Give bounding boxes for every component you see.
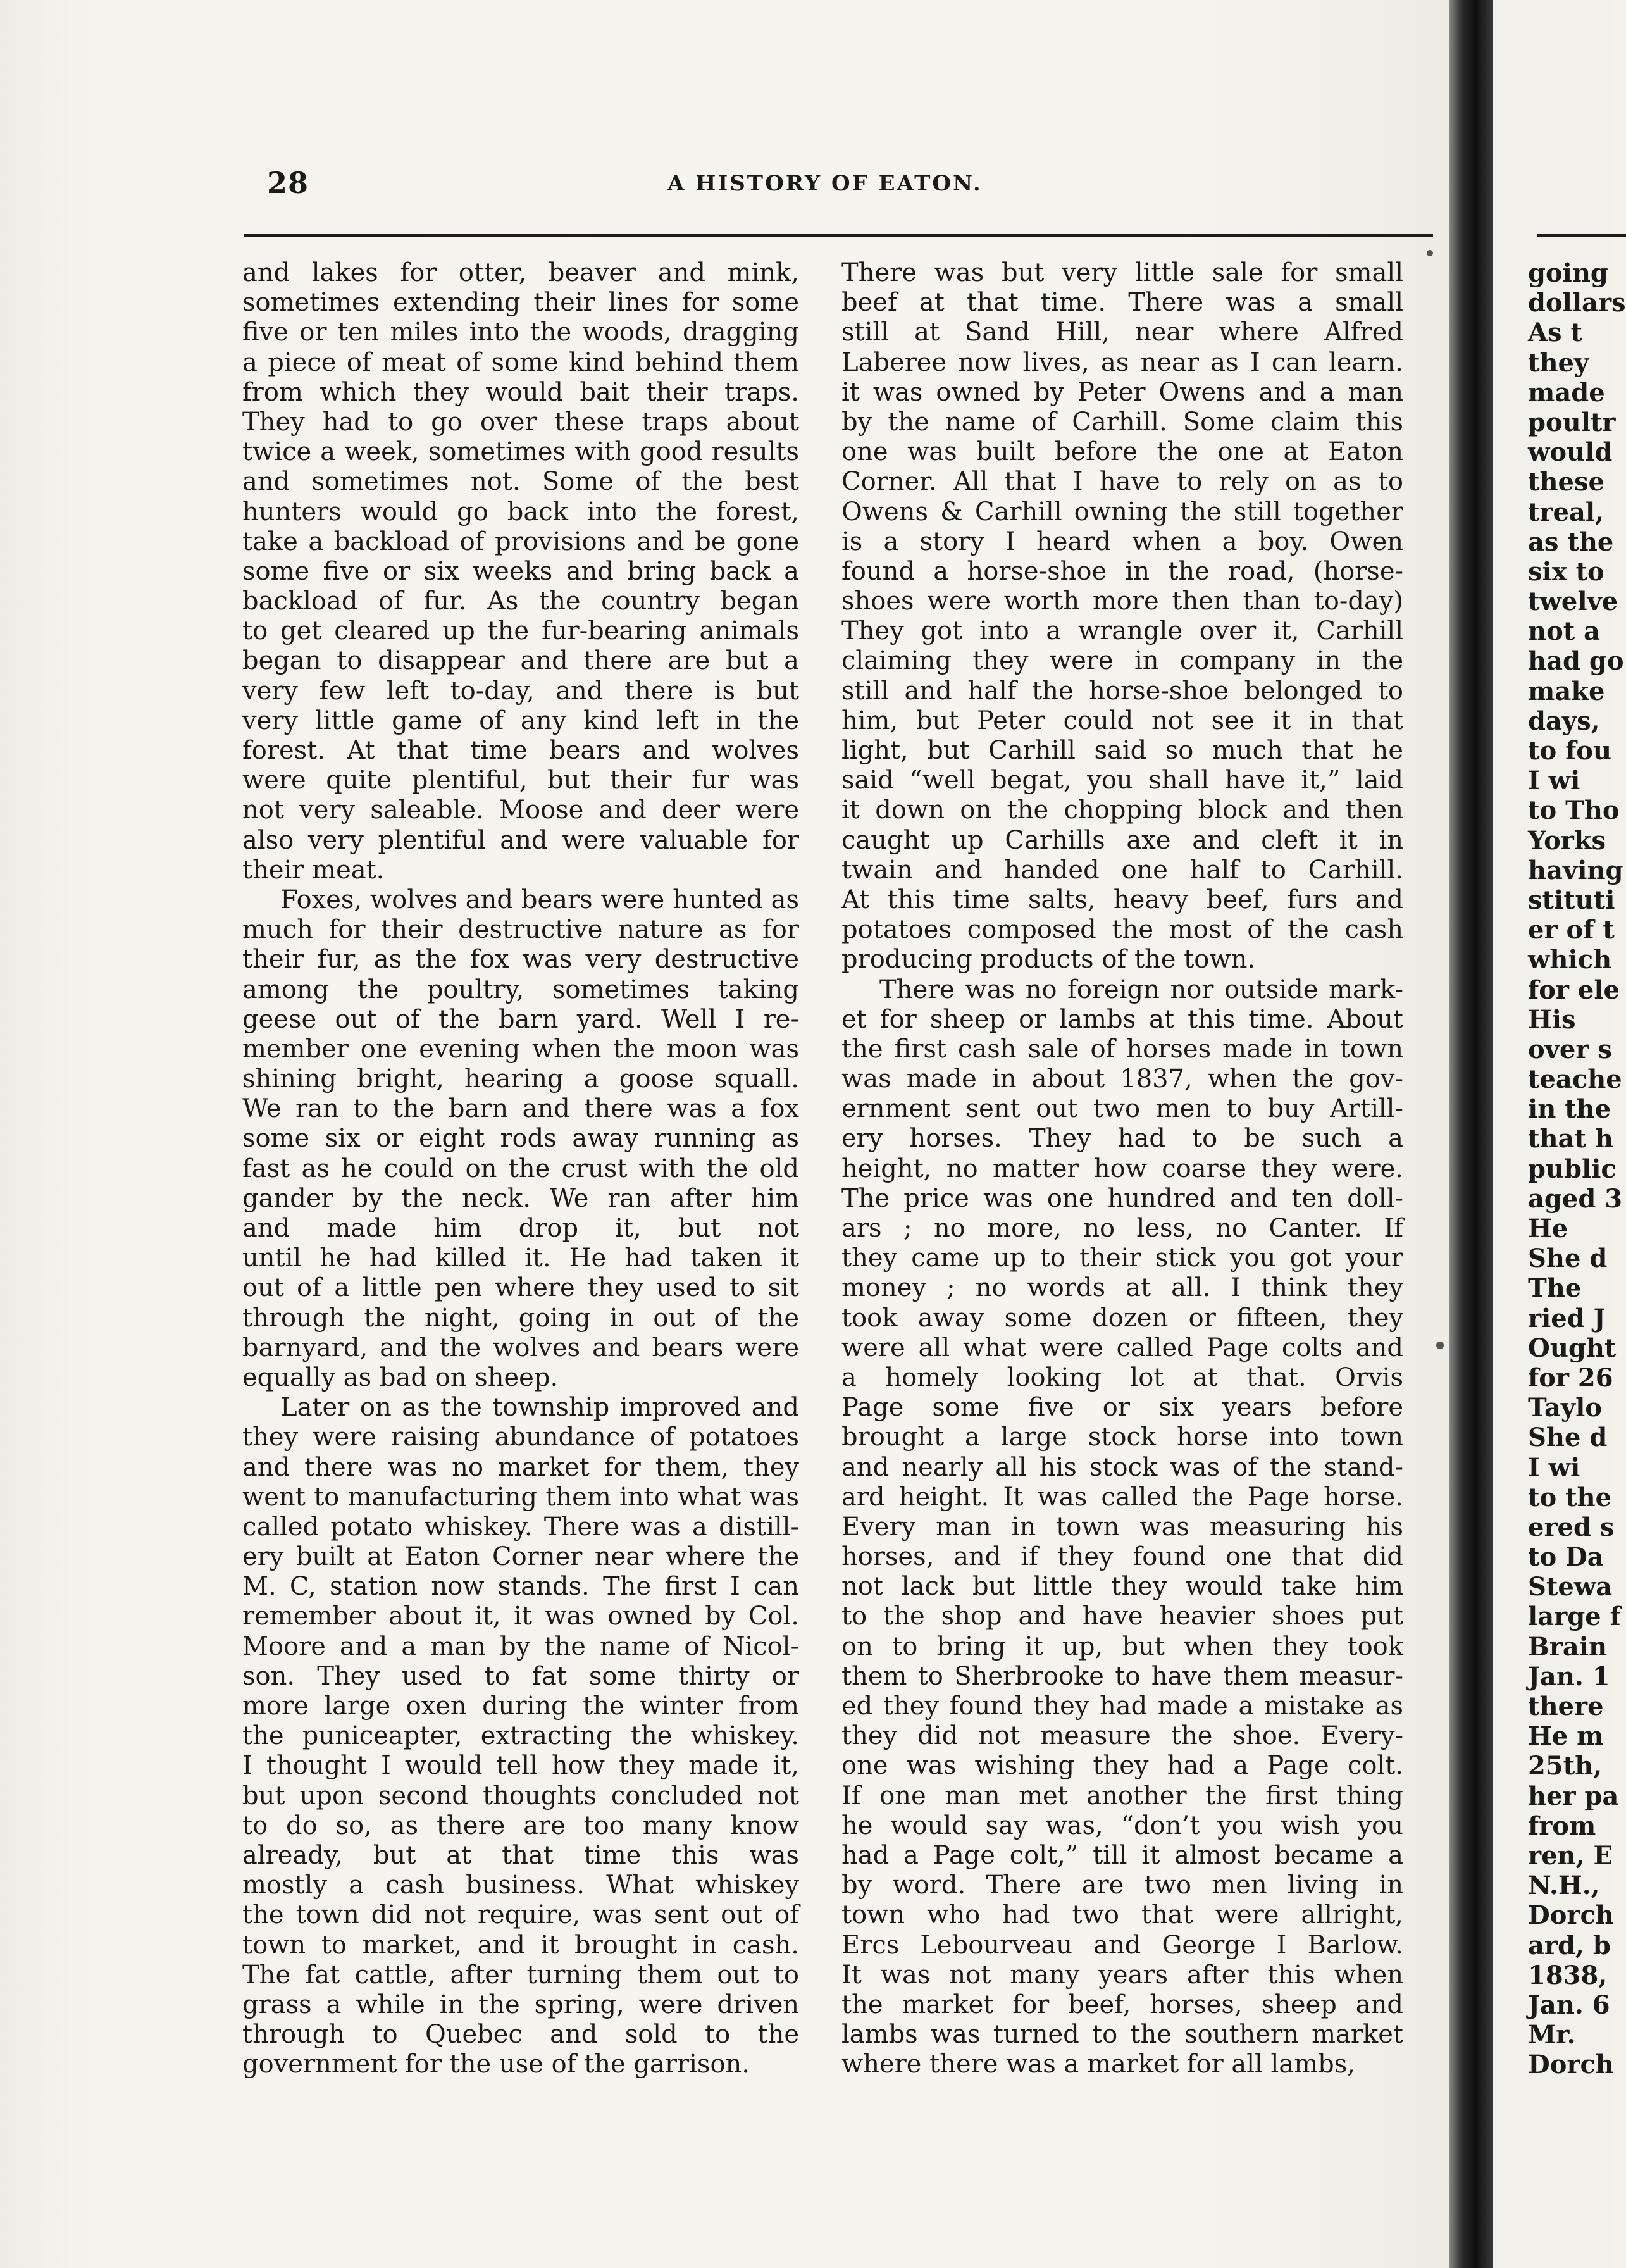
text-line: began to disappear and there are but a: [242, 646, 799, 676]
fragment-line: Stewa: [1528, 1572, 1613, 1602]
text-line: to the shop and have heavier shoes put: [841, 1602, 1403, 1631]
text-line: through the night, going in out of the: [242, 1303, 799, 1333]
fragment-line: large f: [1528, 1602, 1621, 1632]
fragment-line: treal,: [1528, 497, 1604, 527]
fragment-line: twelve: [1528, 587, 1618, 617]
text-line: brought a large stock horse into town: [841, 1423, 1403, 1452]
text-line: horses, and if they found one that did: [841, 1542, 1403, 1572]
fragment-line: from: [1528, 1810, 1596, 1841]
book-gutter: [1449, 0, 1493, 2268]
fragment-line: poultr: [1528, 407, 1616, 437]
text-line: a homely looking lot at that. Orvis: [841, 1362, 1403, 1392]
text-line: potatoes composed the most of the cash: [841, 915, 1403, 945]
text-line: were all what were called Page colts and: [841, 1333, 1403, 1362]
fragment-line: make: [1528, 676, 1605, 706]
text-line: ars ; no more, no less, no Canter. If: [841, 1214, 1403, 1243]
text-line: I thought I would tell how they made it,: [242, 1751, 799, 1781]
text-line: among the poultry, sometimes taking: [242, 975, 799, 1004]
text-line: mostly a cash business. What whiskey: [242, 1871, 799, 1900]
text-line: out of a little pen where they used to sit: [242, 1273, 799, 1303]
text-line: light, but Carhill said so much that he: [841, 736, 1403, 765]
text-line: There was no foreign nor outside mark-: [879, 975, 1403, 1004]
text-line: shoes were worth more then than to-day): [841, 587, 1403, 616]
text-line: M. C, station now stands. The first I can: [242, 1572, 799, 1602]
text-line: found a horse-shoe in the road, (horse-: [841, 556, 1403, 586]
text-line: shining bright, hearing a goose squall.: [242, 1064, 799, 1094]
text-line: Laberee now lives, as near as I can learn.: [841, 347, 1403, 377]
fragment-line: going: [1528, 258, 1608, 288]
text-line: the puniceapter, extracting the whiskey.: [242, 1721, 799, 1751]
fragment-line: in the: [1528, 1094, 1611, 1125]
text-line: very little game of any kind left in the: [242, 706, 799, 735]
text-line: Ercs Lebourveau and George I Barlow.: [841, 1930, 1403, 1960]
text-line: caught up Carhills axe and cleft it in: [841, 825, 1403, 855]
text-line: grass a while in the spring, were driven: [242, 1990, 799, 2019]
fragment-line: ard, b: [1528, 1930, 1611, 1960]
text-line: not lack but little they would take him: [841, 1572, 1403, 1602]
text-line: not very saleable. Moose and deer were: [242, 795, 799, 825]
text-line: the market for beef, horses, sheep and: [841, 1990, 1403, 2019]
text-line: ery built at Eaton Corner near where the: [242, 1542, 799, 1572]
fragment-line: to Da: [1528, 1542, 1604, 1573]
fragment-line: 25th,: [1528, 1751, 1603, 1781]
fragment-line: days,: [1528, 706, 1600, 736]
text-line: backload of fur. As the country began: [242, 587, 799, 616]
page-speck: [1427, 250, 1433, 256]
fragment-line: as the: [1528, 526, 1614, 557]
text-line: They had to go over these traps about: [242, 407, 799, 437]
text-line: and there was no market for them, they: [242, 1452, 799, 1482]
text-line: is a story I heard when a boy. Owen: [841, 526, 1403, 556]
text-line: Corner. All that I have to rely on as to: [841, 467, 1403, 497]
fragment-line: ren, E: [1528, 1840, 1613, 1871]
fragment-line: Ought: [1528, 1333, 1617, 1363]
text-line: they were raising abundance of potatoes: [242, 1423, 799, 1452]
text-line: very few left to-day, and there is but: [242, 676, 799, 706]
text-line: There was but very little sale for small: [841, 258, 1403, 287]
text-line: member one evening when the moon was: [242, 1034, 799, 1064]
fragment-line: these: [1528, 467, 1604, 497]
fragment-line: I wi: [1528, 1452, 1580, 1483]
text-line: government for the use of the garrison.: [242, 2050, 750, 2079]
fragment-line: His: [1528, 1004, 1576, 1035]
text-line: remember about it, it was owned by Col.: [242, 1602, 799, 1631]
left-text-column: [242, 258, 799, 2079]
text-line: went to manufacturing them into what was: [242, 1482, 799, 1512]
text-line: still at Sand Hill, near where Alfred: [841, 318, 1403, 347]
fragment-line: 1838,: [1528, 1960, 1608, 1990]
text-line: If one man met another the first thing: [841, 1781, 1403, 1810]
fragment-line: Taylo: [1528, 1393, 1602, 1423]
fragment-line: Dorch: [1528, 2050, 1614, 2080]
text-line: a piece of meat of some kind behind them: [242, 347, 799, 377]
text-line: At this time salts, heavy beef, furs and: [841, 885, 1403, 914]
text-line: Every man in town was measuring his: [841, 1512, 1403, 1542]
text-line: were quite plentiful, but their fur was: [242, 766, 799, 795]
text-line: The price was one hundred and ten doll-: [841, 1183, 1403, 1213]
fragment-line: to fou: [1528, 736, 1612, 766]
text-line: them to Sherbrooke to have them measur-: [841, 1661, 1403, 1691]
running-title: A HISTORY OF EATON.: [667, 171, 983, 196]
text-line: where there was a market for all lambs,: [841, 2050, 1355, 2079]
text-line: had a Page colt,” till it almost became a: [841, 1840, 1403, 1870]
text-line: and lakes for otter, beaver and mink,: [242, 258, 799, 287]
text-line: geese out of the barn yard. Well I re-: [242, 1004, 799, 1034]
facing-page-text-fragments: [1528, 258, 1626, 2079]
fragment-line: that h: [1528, 1124, 1613, 1154]
page-speck: [1436, 1342, 1444, 1349]
text-line: We ran to the barn and there was a fox: [242, 1094, 799, 1124]
text-line: equally as bad on sheep.: [242, 1362, 559, 1392]
text-line: it was owned by Peter Owens and a man: [841, 377, 1403, 407]
text-line: and sometimes not. Some of the best: [242, 467, 799, 497]
fragment-line: Jan. 6: [1528, 1990, 1610, 2020]
text-line: on to bring it up, but when they took: [841, 1631, 1403, 1661]
fragment-line: Brain: [1528, 1631, 1608, 1662]
text-line: forest. At that time bears and wolves: [242, 736, 799, 765]
text-line: one was wishing they had a Page colt.: [841, 1751, 1403, 1781]
fragment-line: er of t: [1528, 915, 1615, 945]
text-line: much for their destructive nature as for: [242, 915, 799, 945]
text-line: They got into a wrangle over it, Carhill: [841, 616, 1403, 646]
text-line: five or ten miles into the woods, dragging: [242, 318, 799, 347]
text-line: from which they would bait their traps.: [242, 377, 799, 407]
text-line: by word. There are two men living in: [841, 1871, 1403, 1900]
text-line: he would say was, “don’t you wish you: [841, 1810, 1403, 1840]
text-line: producing products of the town.: [841, 945, 1256, 975]
fragment-line: Dorch: [1528, 1900, 1614, 1931]
text-line: took away some dozen or fifteen, they: [841, 1303, 1403, 1333]
text-line: et for sheep or lambs at this time. About: [841, 1004, 1403, 1034]
text-line: height, no matter how coarse they were.: [841, 1154, 1403, 1183]
text-line: Page some five or six years before: [841, 1393, 1403, 1423]
fragment-line: aged 3: [1528, 1183, 1623, 1214]
text-line: It was not many years after this when: [841, 1960, 1403, 1990]
text-line: Foxes, wolves and bears were hunted as: [280, 885, 799, 914]
fragment-line: had go: [1528, 646, 1624, 676]
text-line: Moore and a man by the name of Nicol-: [242, 1631, 799, 1661]
page-number: 28: [267, 166, 309, 200]
text-line: also very plentiful and were valuable for: [242, 825, 799, 855]
text-line: said “well begat, you shall have it,” laid: [841, 766, 1403, 795]
text-line: ernment sent out two men to buy Artill-: [841, 1094, 1403, 1124]
text-line: Owens & Carhill owning the still together: [841, 497, 1403, 526]
text-line: and made him drop it, but not: [242, 1214, 799, 1243]
fragment-line: for ele: [1528, 975, 1620, 1005]
fragment-line: Mr.: [1528, 2020, 1576, 2050]
right-text-column: [841, 258, 1403, 2079]
fragment-line: Jan. 1: [1528, 1661, 1610, 1692]
text-line: they did not measure the shoe. Every-: [841, 1721, 1403, 1751]
text-line: some six or eight rods away running as: [242, 1124, 799, 1154]
text-line: but upon second thoughts concluded not: [242, 1781, 799, 1810]
text-line: to do so, as there are too many know: [242, 1810, 799, 1840]
text-line: him, but Peter could not see it in that: [841, 706, 1403, 735]
fragment-line: As t: [1528, 318, 1582, 348]
facing-page-header-rule: [1537, 234, 1626, 237]
fragment-line: He m: [1528, 1721, 1604, 1752]
fragment-line: N.H.,: [1528, 1871, 1600, 1901]
fragment-line: The: [1528, 1273, 1582, 1304]
fragment-line: dollars: [1528, 288, 1626, 318]
text-line: ard height. It was called the Page horse.: [841, 1482, 1403, 1512]
text-line: barnyard, and the wolves and bears were: [242, 1333, 799, 1362]
fragment-line: She d: [1528, 1243, 1608, 1274]
text-line: their meat.: [242, 855, 385, 885]
fragment-line: She d: [1528, 1423, 1608, 1453]
text-line: claiming they were in company in the: [841, 646, 1403, 676]
header-rule: [244, 234, 1433, 237]
text-line: take a backload of provisions and be gone: [242, 526, 799, 556]
text-line: twain and handed one half to Carhill.: [841, 855, 1403, 885]
text-line: fast as he could on the crust with the old: [242, 1154, 799, 1183]
text-line: The fat cattle, after turning them out to: [242, 1960, 799, 1990]
text-line: Later on as the township improved and: [280, 1393, 799, 1423]
fragment-line: teache: [1528, 1064, 1622, 1095]
text-line: some five or six weeks and bring back a: [242, 556, 799, 586]
text-line: they came up to their stick you got your: [841, 1243, 1403, 1273]
fragment-line: which: [1528, 945, 1612, 975]
fragment-line: He: [1528, 1214, 1568, 1243]
text-line: town who had two that were allright,: [841, 1900, 1403, 1930]
text-line: already, but at that time this was: [242, 1840, 799, 1870]
fragment-line: not a: [1528, 616, 1601, 647]
text-line: called potato whiskey. There was a distill-: [242, 1512, 799, 1542]
text-line: by the name of Carhill. Some claim this: [841, 407, 1403, 437]
text-line: through to Quebec and sold to the: [242, 2020, 799, 2050]
text-line: one was built before the one at Eaton: [841, 437, 1403, 467]
fragment-line: they: [1528, 347, 1589, 378]
text-line: their fur, as the fox was very destructive: [242, 945, 799, 975]
fragment-line: would: [1528, 437, 1613, 468]
text-line: the first cash sale of horses made in town: [841, 1034, 1403, 1064]
fragment-line: I wi: [1528, 766, 1580, 796]
fragment-line: to Tho: [1528, 795, 1620, 826]
fragment-line: for 26: [1528, 1362, 1613, 1393]
fragment-line: to the: [1528, 1482, 1612, 1512]
text-line: was made in about 1837, when the gov-: [841, 1064, 1403, 1094]
text-line: money ; no words at all. I think they: [841, 1273, 1403, 1303]
fragment-line: over s: [1528, 1034, 1612, 1064]
fragment-line: stituti: [1528, 885, 1615, 915]
text-line: sometimes extending their lines for some: [242, 288, 799, 318]
text-line: still and half the horse-shoe belonged to: [841, 676, 1403, 706]
text-line: twice a week, sometimes with good results: [242, 437, 799, 467]
text-line: hunters would go back into the forest,: [242, 497, 799, 526]
text-line: ery horses. They had to be such a: [841, 1124, 1403, 1154]
text-line: gander by the neck. We ran after him: [242, 1183, 799, 1213]
text-line: to get cleared up the fur-bearing animals: [242, 616, 799, 646]
fragment-line: Yorks: [1528, 825, 1606, 856]
fragment-line: having: [1528, 855, 1623, 885]
text-line: lambs was turned to the southern market: [841, 2020, 1403, 2050]
fragment-line: her pa: [1528, 1781, 1619, 1811]
fragment-line: public: [1528, 1154, 1617, 1184]
text-line: and nearly all his stock was of the stand-: [841, 1452, 1403, 1482]
text-line: the town did not require, was sent out of: [242, 1900, 799, 1930]
text-line: town to market, and it brought in cash.: [242, 1930, 799, 1960]
fragment-line: there: [1528, 1692, 1604, 1721]
fragment-line: six to: [1528, 556, 1604, 587]
fragment-line: ered s: [1528, 1512, 1615, 1542]
text-line: until he had killed it. He had taken it: [242, 1243, 799, 1273]
fragment-line: made: [1528, 377, 1605, 408]
text-line: son. They used to fat some thirty or: [242, 1661, 799, 1691]
text-line: beef at that time. There was a small: [841, 288, 1403, 318]
fragment-line: ried J: [1528, 1303, 1606, 1333]
text-line: it down on the chopping block and then: [841, 795, 1403, 825]
text-line: ed they found they had made a mistake as: [841, 1692, 1403, 1721]
text-line: more large oxen during the winter from: [242, 1692, 799, 1721]
